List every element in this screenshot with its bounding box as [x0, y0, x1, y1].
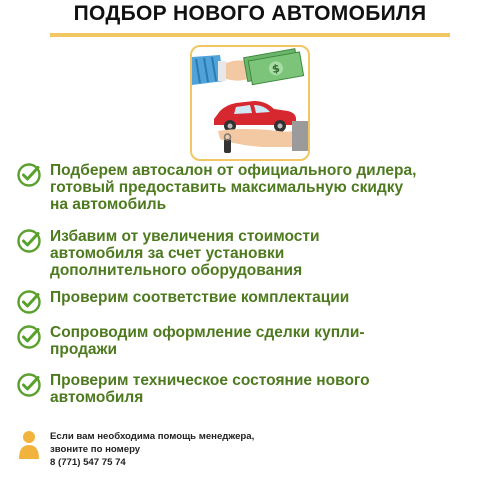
check-circle-icon — [16, 228, 42, 254]
feature-item — [16, 289, 486, 315]
page-title: ПОДБОР НОВОГО АВТОМОБИЛЯ — [73, 2, 427, 25]
illustration — [190, 45, 310, 161]
contact-line-2: звоните по номеру — [50, 444, 141, 455]
feature-item — [16, 228, 486, 279]
feature-text: Избавим от увеличения стоимости автомобиля за счет установки дополнительного оборудования — [50, 228, 320, 279]
contact-block — [18, 430, 254, 469]
check-circle-icon — [16, 162, 42, 188]
feature-item — [16, 372, 486, 406]
contact-text — [50, 430, 254, 469]
feature-text: Проверим техническое состояние нового автомобиля — [50, 372, 370, 406]
feature-item — [16, 162, 486, 213]
check-circle-icon — [16, 372, 42, 398]
feature-item — [16, 324, 486, 358]
svg-text:$: $ — [270, 61, 281, 76]
hand-giving-car-for-money-icon — [192, 47, 308, 159]
feature-text: Сопроводим оформление сделки купли- продажи — [50, 324, 365, 358]
feature-text: Проверим соответствие комплектации — [50, 289, 350, 306]
feature-text: Подберем автосалон от официального дилера, готовый предоставить максимальную скидку на автомобиль — [50, 162, 417, 213]
person-icon — [18, 430, 40, 460]
check-circle-icon — [16, 289, 42, 315]
contact-line-1: Если вам необходима помощь менеджера, — [50, 431, 255, 442]
check-circle-icon — [16, 324, 42, 350]
title-underline — [50, 33, 450, 37]
contact-phone[interactable]: 8 (771) 547 75 74 — [50, 457, 126, 468]
